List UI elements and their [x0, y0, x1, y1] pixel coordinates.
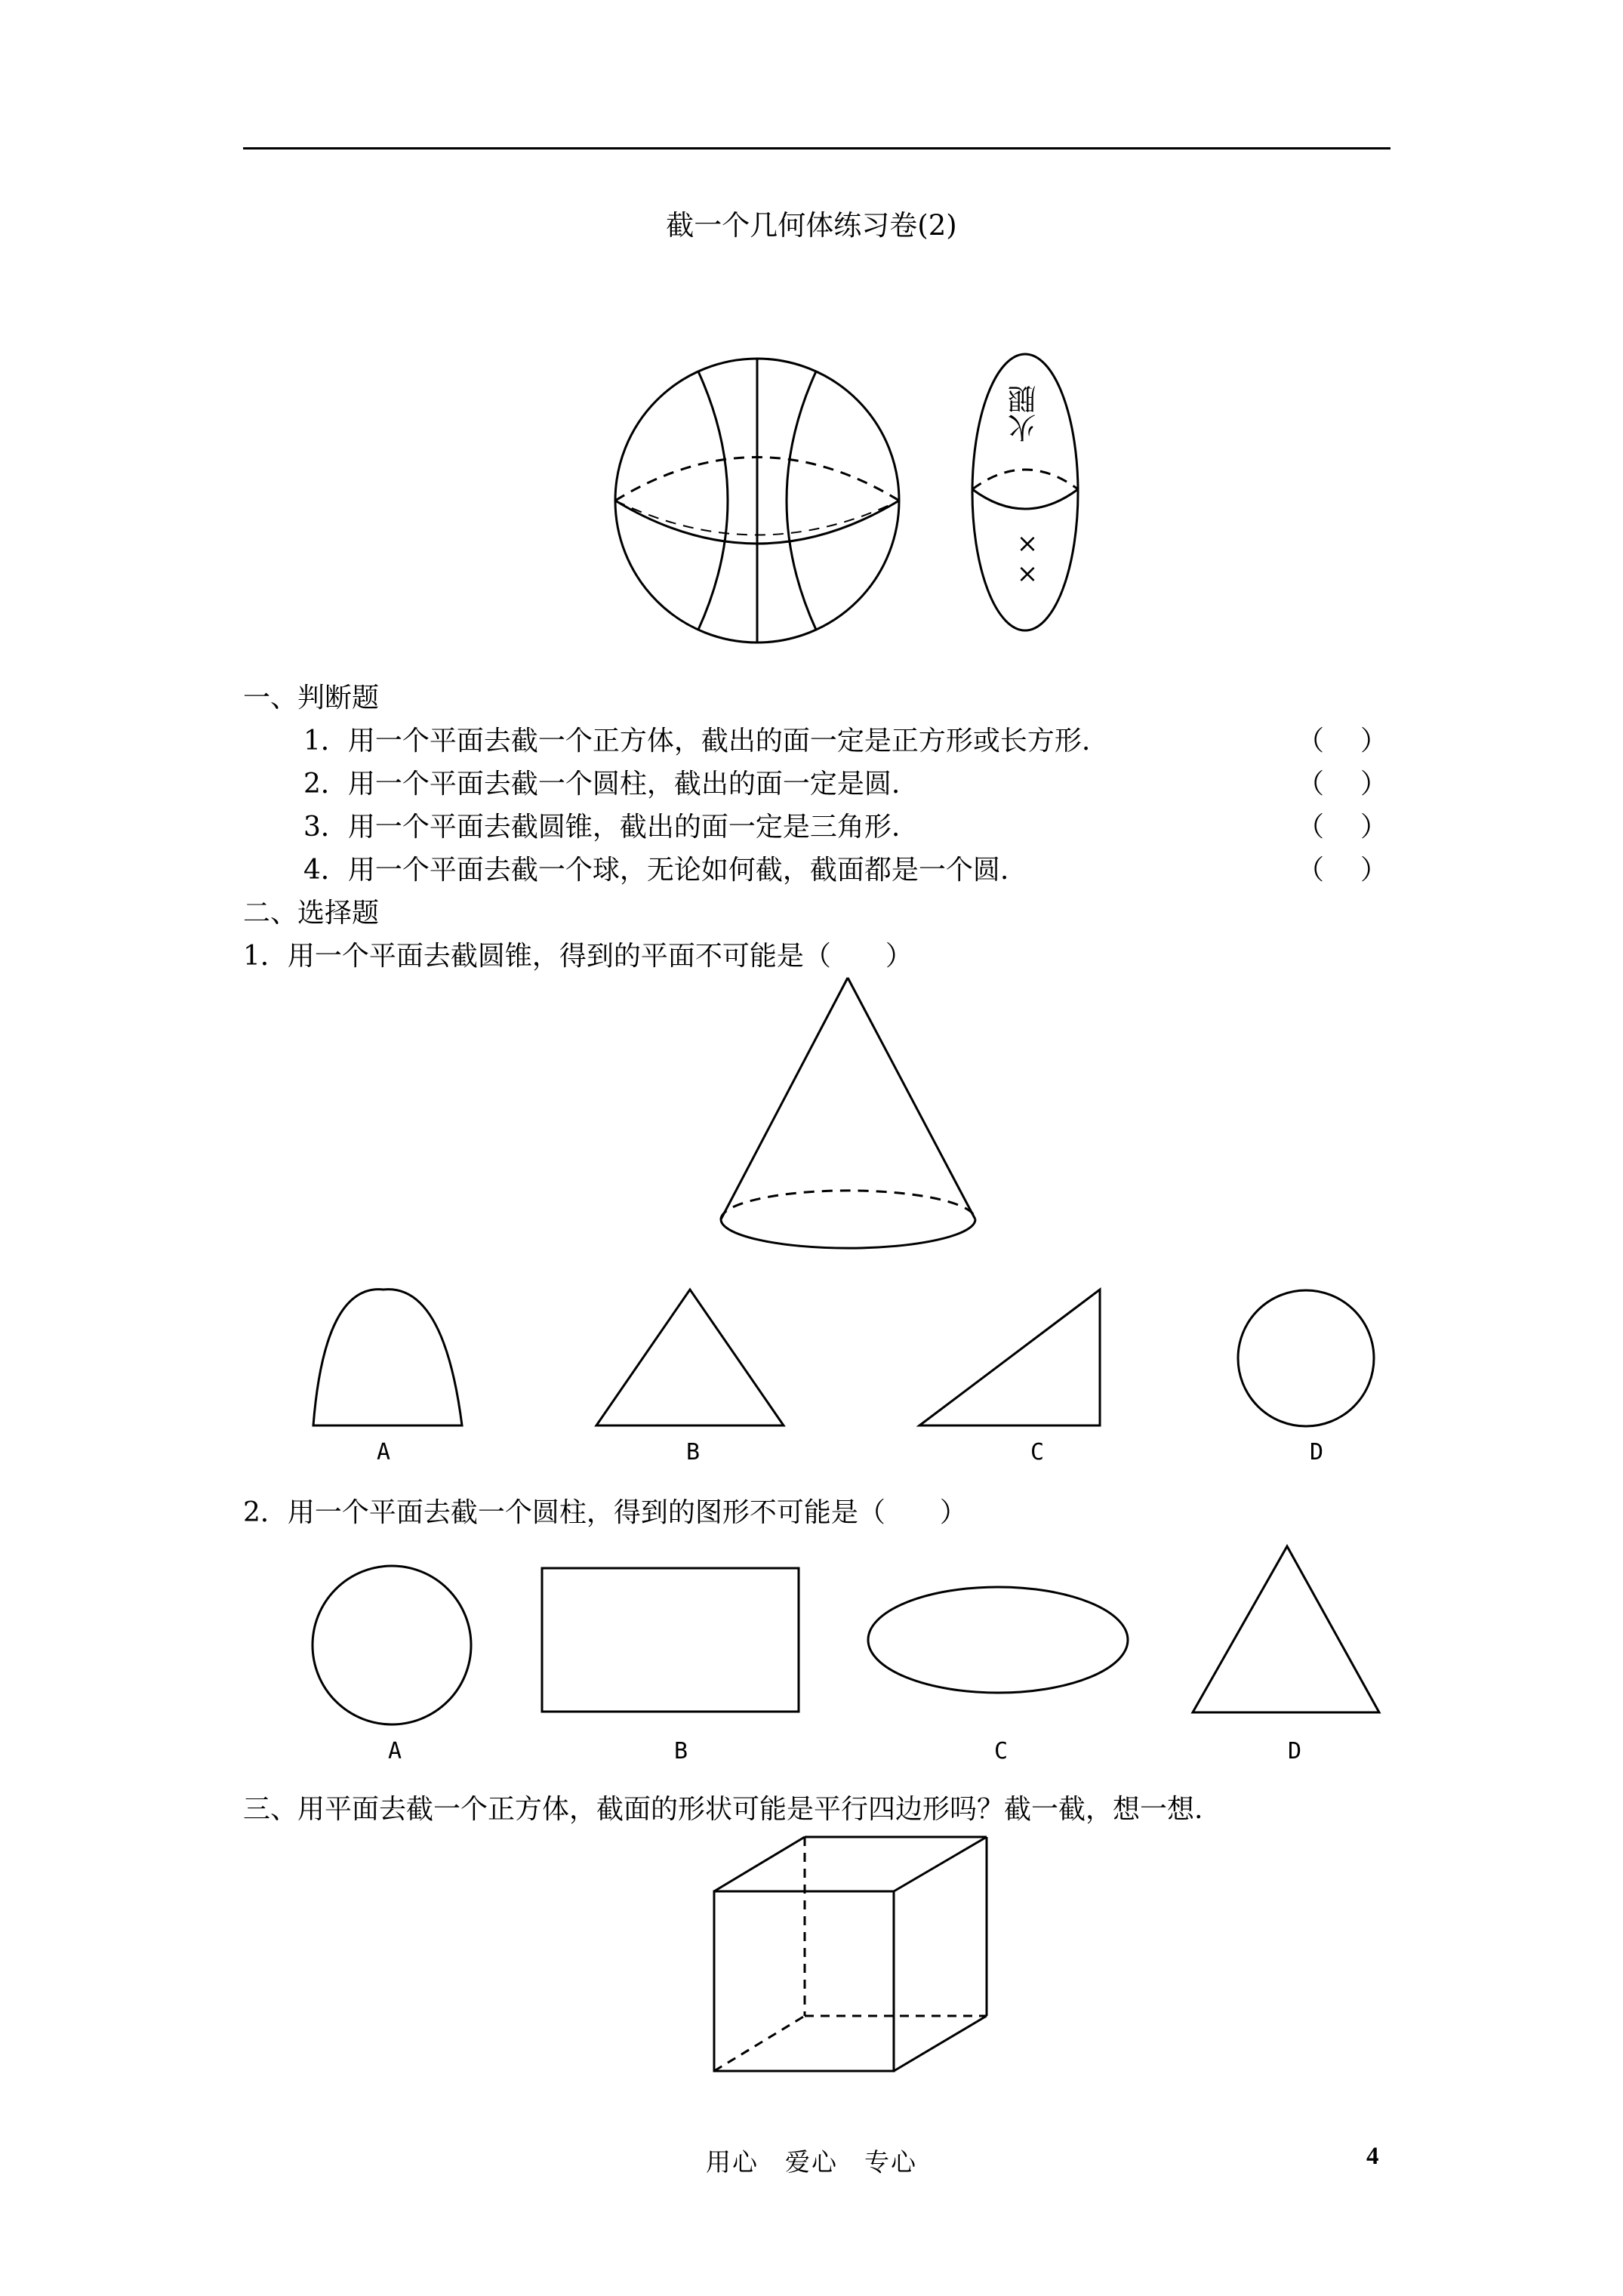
- q1-label-a[interactable]: A: [376, 1439, 391, 1465]
- q2-label-a[interactable]: A: [387, 1738, 402, 1764]
- cube-figure: [714, 1837, 987, 2071]
- q1-label-c[interactable]: C: [1030, 1439, 1045, 1465]
- judge-answer-1[interactable]: [1297, 720, 1387, 758]
- close-paren: ）: [1360, 855, 1387, 886]
- judge-item-1: 1．用一个平面去截一个正方体，截出的面一定是正方形或长方形.: [303, 726, 1091, 757]
- q1-label-d[interactable]: D: [1309, 1439, 1324, 1465]
- close-paren: ）: [1360, 726, 1387, 757]
- q2-label-b[interactable]: B: [673, 1738, 688, 1764]
- judge-item-2: 2．用一个平面去截一个圆柱，截出的面一定是圆.: [303, 769, 901, 800]
- judge-item-3: 3．用一个平面去截圆锥，截出的面一定是三角形.: [303, 812, 901, 843]
- choice-question-1: 1．用一个平面去截圆锥，得到的平面不可能是（ ）: [243, 941, 913, 972]
- choice-question-2: 2．用一个平面去截一个圆柱，得到的图形不可能是（ ）: [243, 1497, 967, 1528]
- open-paren: （: [1297, 855, 1325, 886]
- section2-heading: 二、选择题: [243, 898, 380, 929]
- open-paren: （: [1297, 812, 1325, 843]
- ham-label: 火腿: [1008, 385, 1041, 442]
- q2-option-a-shape: [313, 1566, 471, 1724]
- q2-label-d[interactable]: D: [1287, 1738, 1302, 1764]
- q1-option-c-shape: [919, 1290, 1100, 1425]
- q1-label-b[interactable]: B: [685, 1439, 701, 1465]
- page-number: 4: [1366, 2143, 1379, 2170]
- q2-option-c-shape: [868, 1587, 1128, 1693]
- close-paren: ）: [1360, 812, 1387, 843]
- q2-option-b-shape: [542, 1568, 799, 1712]
- section1-heading: 一、判断题: [243, 683, 380, 713]
- judge-answer-4[interactable]: [1297, 849, 1387, 887]
- footer-text: 用心 爱心 专心: [706, 2147, 917, 2177]
- judge-item-4: 4．用一个平面去截一个球，无论如何截，截面都是一个圆.: [303, 855, 1009, 886]
- basketball-figure: [615, 359, 899, 643]
- q1-option-b-shape: [596, 1290, 784, 1425]
- judge-answer-2[interactable]: [1297, 763, 1387, 801]
- q2-option-d-shape: [1193, 1546, 1379, 1712]
- judge-answer-3[interactable]: [1297, 806, 1387, 844]
- open-paren: （: [1297, 769, 1325, 800]
- cone-figure: [721, 978, 975, 1248]
- open-paren: （: [1297, 726, 1325, 757]
- q1-option-d-shape: [1238, 1290, 1374, 1426]
- page-title: 截一个几何体练习卷(2): [666, 209, 957, 242]
- q2-label-c[interactable]: C: [993, 1738, 1009, 1764]
- section3-question: 三、用平面去截一个正方体，截面的形状可能是平行四边形吗？截一截，想一想.: [243, 1794, 1203, 1825]
- q1-option-a-shape: [313, 1290, 462, 1425]
- close-paren: ）: [1360, 769, 1387, 800]
- ham-sub-label: ××: [1012, 529, 1042, 589]
